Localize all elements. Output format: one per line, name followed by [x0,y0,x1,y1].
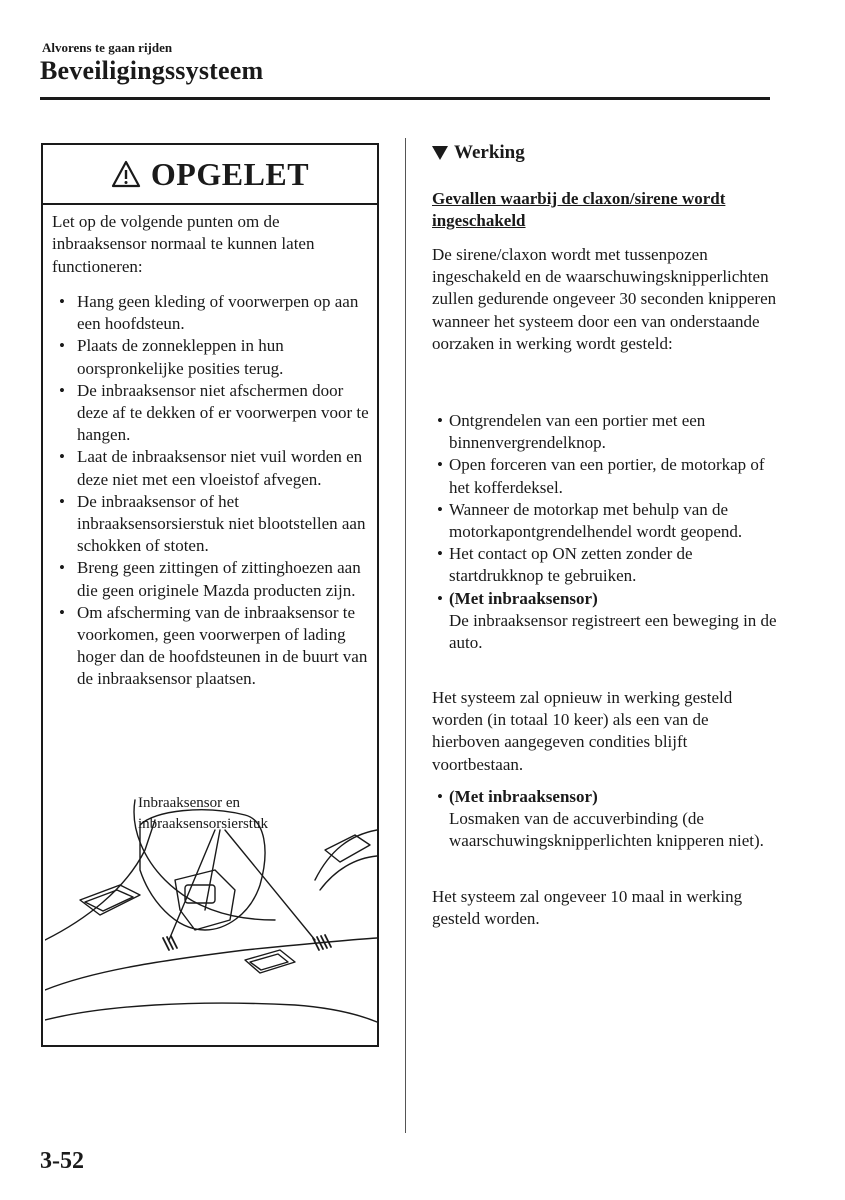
caution-title: OPGELET [150,155,310,192]
list-item: • Het contact op ON zetten zonder de startdrukknop te gebruiken. [437,544,693,586]
list-item: • Ontgrendelen van een portier met een binnenvergrendelknop. [437,411,706,453]
list-item: • Breng geen zittingen of zittinghoezen aan die geen originele Mazda producten zijn. [59,558,361,600]
list-item: • De inbraaksensor niet afschermen door deze af te dekken of er voorwerpen voor te hangen. [59,380,369,445]
list-item: • Laat de inbraaksensor niet vuil worden en deze niet met een vloeistof afvegen. [59,447,363,489]
caution-box [41,143,379,1047]
intro-paragraph: De sirene/claxon wordt met tussenpozen ingeschakeld en de waarschuwingsknipperlichten zullen gedurende ongeveer 30 seconden knipperen wanneer het systeem door een van onderstaande oorzaken in werking wordt gesteld: [432,245,777,353]
trigger-list [432,410,777,654]
triangle-down-icon [432,146,448,160]
breadcrumb: Alvorens te gaan rijden [42,40,173,55]
closing-paragraph: Het systeem zal ongeveer 10 maal in werking gesteld worden. [432,887,743,929]
caution-intro: Let op de volgende punten om de inbraaksensor normaal te kunnen laten functioneren: [52,212,315,276]
list-item: • Plaats de zonnekleppen in hun oorspronkelijke posities terug. [59,336,284,378]
caution-list [55,291,377,691]
list-item: • (Met inbraaksensor) Losmaken van de accuverbinding (de waarschuwingsknipperlichten knipperen niet). [437,787,764,851]
warning-triangle-icon [111,160,141,188]
list-item: • (Met inbraaksensor) De inbraaksensor registreert een beweging in de auto. [437,588,777,653]
caution-header [43,145,377,205]
column-divider [405,138,406,1133]
list-item: • Hang geen kleding of voorwerpen op aan een hoofdsteun. [59,292,359,334]
list-item: • Wanneer de motorkap met behulp van de motorkapontgrendelhendel wordt geopend. [437,499,743,542]
list-item: • De inbraaksensor of het inbraaksensorsierstuk niet blootstellen aan schokken of stoten. [59,491,366,556]
illustration-label: Inbraaksensor en inbraaksensorsierstuk [138,795,268,832]
repeat-paragraph: Het systeem zal opnieuw in werking gesteld worden (in totaal 10 keer) als een van de hierboven aangegeven condities blijft voortbestaan. [432,688,733,774]
list-item: • Open forceren van een portier, de motorkap of het kofferdeksel. [437,455,765,497]
page-title: Beveiligingssysteem [40,56,264,85]
list-item: • Om afscherming van de inbraaksensor te voorkomen, geen voorwerpen of lading hoger dan de hoofdsteunen in de buurt van de inbraaksensor plaatsen. [59,602,368,689]
subheading: Gevallen waarbij de claxon/sirene wordt ingeschakeld [432,189,726,230]
page-number: 3-52 [40,1148,84,1174]
header-rule [40,97,770,100]
battery-list [432,786,777,853]
section-heading: Werking [432,142,525,164]
